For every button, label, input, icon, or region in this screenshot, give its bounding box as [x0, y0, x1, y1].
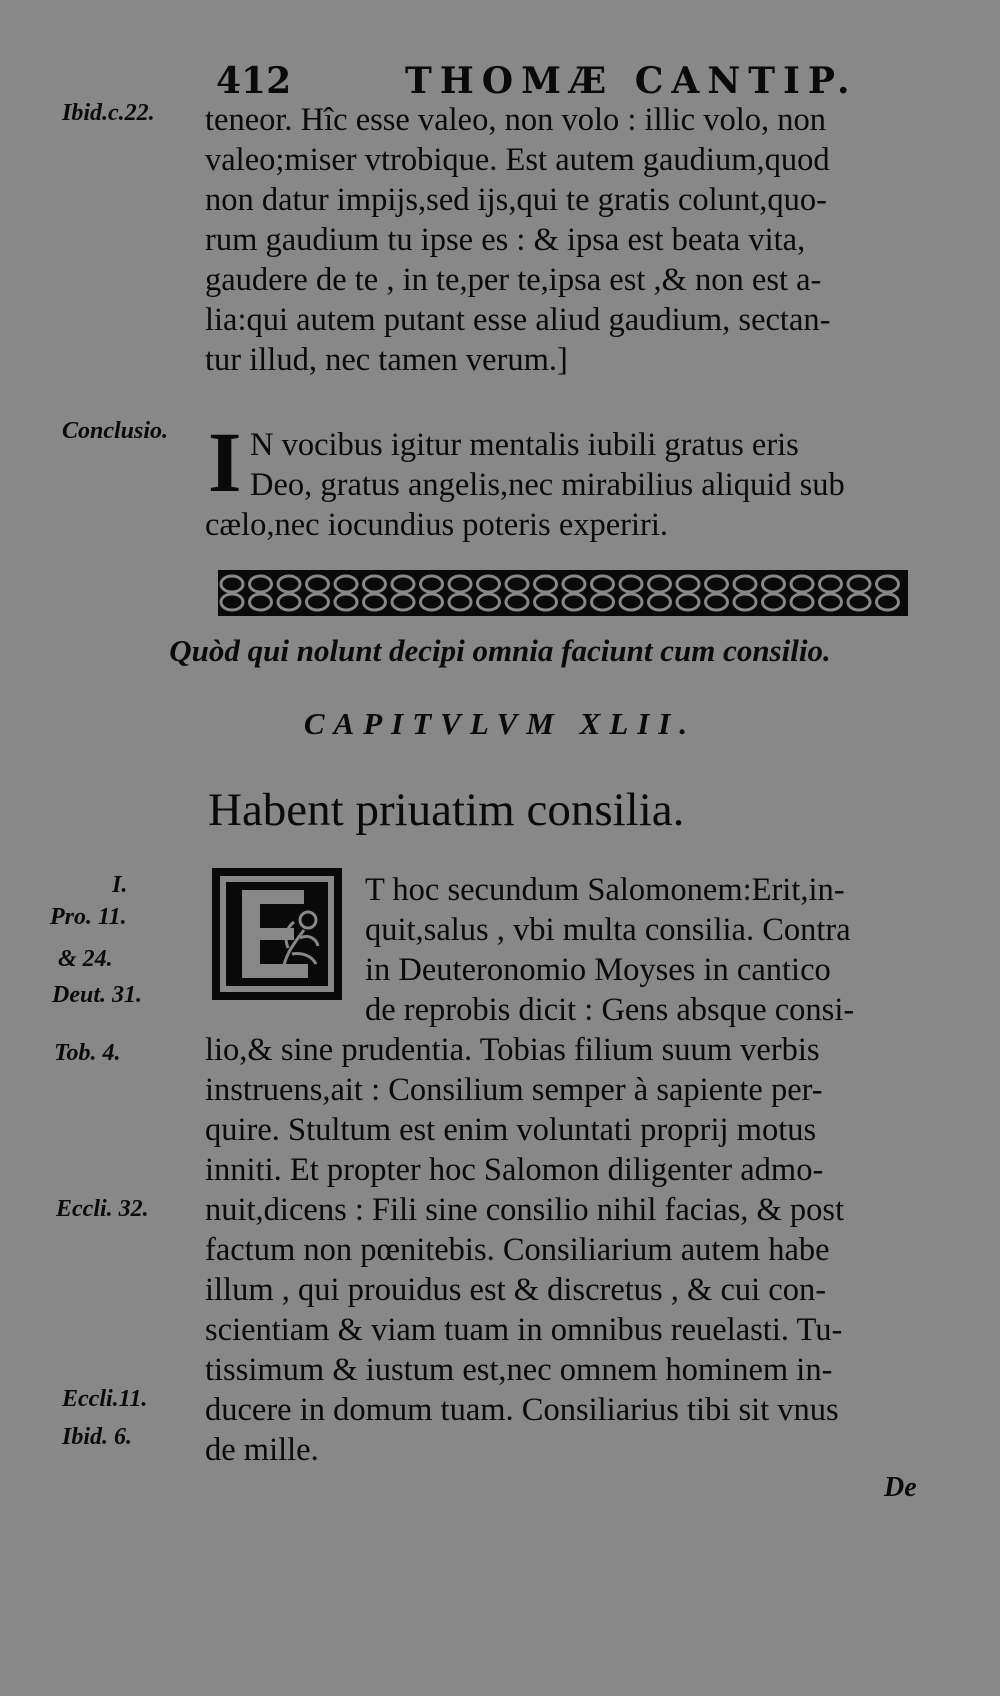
chapter-heading: Habent priuatim consilia.	[208, 784, 685, 836]
margin-note: Conclusio.	[62, 418, 169, 444]
margin-note: Deut. 31.	[52, 982, 142, 1008]
running-title: THOMÆ CANTIP.	[405, 60, 858, 102]
text-line: rum gaudium tu ipse es : & ipsa est beata vita,	[205, 222, 806, 258]
text-line: nuit,dicens : Fili sine consilio nihil facias, & post	[205, 1192, 845, 1228]
margin-note: Eccli.11.	[62, 1386, 148, 1412]
text-line: Deo, gratus angelis,nec mirabilius aliquid sub	[250, 467, 845, 503]
margin-note: I.	[112, 872, 128, 898]
catchword: De	[884, 1472, 917, 1503]
text-line: quit,salus , vbi multa consilia. Contra	[365, 912, 851, 948]
text-line: N vocibus igitur mentalis iubili gratus eris	[250, 427, 799, 463]
drop-cap: I	[208, 414, 242, 510]
text-line: lio,& sine prudentia. Tobias filium suum verbis	[205, 1032, 820, 1068]
woodcut-initial-e	[212, 868, 342, 1000]
text-line: valeo;miser vtrobique. Est autem gaudium,quod	[205, 142, 830, 178]
text-line: instruens,ait : Consilium semper à sapiente per-	[205, 1072, 823, 1108]
text-line: tur illud, nec tamen verum.]	[205, 342, 568, 378]
text-line: T hoc secundum Salomonem:Erit,in-	[365, 872, 845, 908]
margin-note: & 24.	[58, 946, 113, 972]
text-line: gaudere de te , in te,per te,ipsa est ,& non est a-	[205, 262, 822, 298]
text-line: factum non pœnitebis. Consiliarium autem habe	[205, 1232, 830, 1268]
text-line: in Deuteronomio Moyses in cantico	[365, 952, 831, 988]
text-line: lia:qui autem putant esse aliud gaudium, sectan-	[205, 302, 831, 338]
text-line: ducere in domum tuam. Consiliarius tibi sit vnus	[205, 1392, 839, 1428]
margin-note: Pro. 11.	[50, 904, 127, 930]
margin-note: Ibid. 6.	[62, 1424, 133, 1450]
text-line: de reprobis dicit : Gens absque consi-	[365, 992, 855, 1028]
text-line: de mille.	[205, 1432, 319, 1468]
ornament-band	[218, 570, 908, 616]
text-line: teneor. Hîc esse valeo, non volo : illic volo, non	[205, 102, 826, 138]
margin-note: Eccli. 32.	[56, 1196, 149, 1222]
margin-note: Tob. 4.	[54, 1040, 121, 1066]
text-line: non datur impijs,sed ijs,qui te gratis colunt,quo-	[205, 182, 827, 218]
chapter-number: CAPITVLVM XLII.	[303, 706, 697, 741]
margin-note: Ibid.c.22.	[62, 100, 155, 126]
chapter-subtitle: Quòd qui nolunt decipi omnia faciunt cum consilio.	[169, 633, 831, 668]
text-line: cælo,nec iocundius poteris experiri.	[205, 507, 668, 543]
text-line: illum , qui prouidus est & discretus , & cui con-	[205, 1272, 827, 1308]
page-number: 412	[216, 60, 292, 102]
text-line: scientiam & viam tuam in omnibus reuelasti. Tu-	[205, 1312, 843, 1348]
text-line: tissimum & iustum est,nec omnem hominem in-	[205, 1352, 833, 1388]
text-line: quire. Stultum est enim voluntati proprij motus	[205, 1112, 817, 1148]
text-line: inniti. Et propter hoc Salomon diligenter admo-	[205, 1152, 824, 1188]
